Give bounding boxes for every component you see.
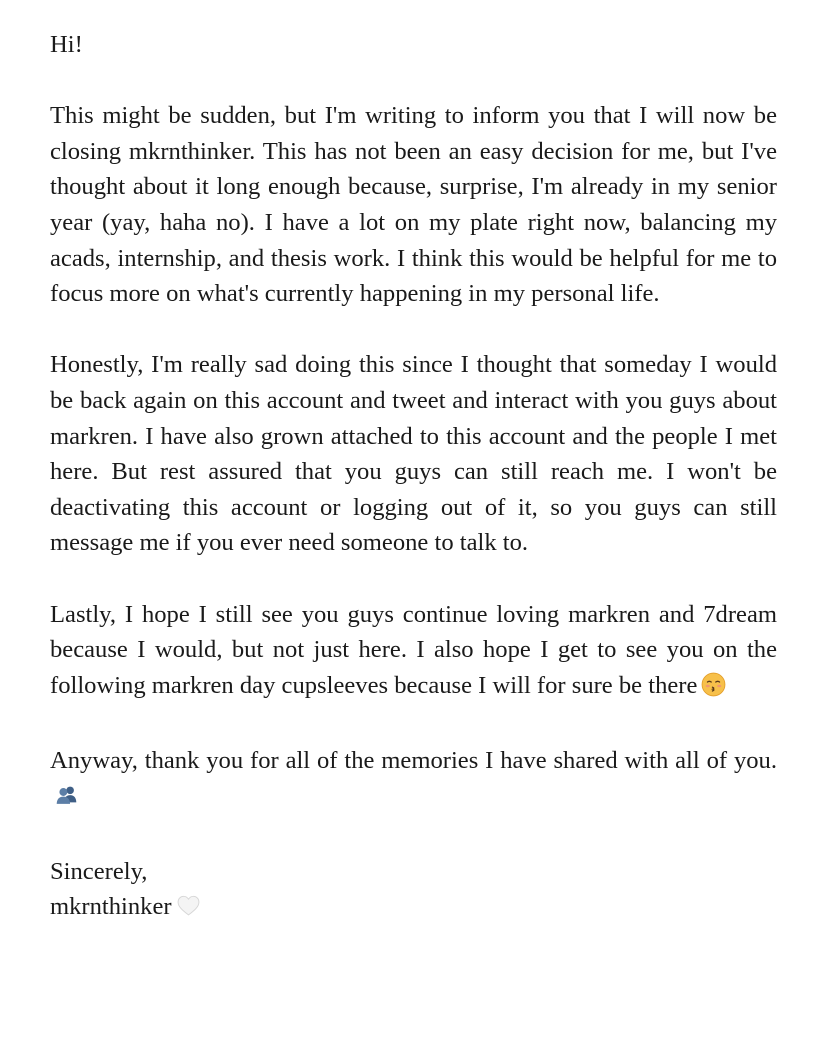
busts-in-silhouette-icon: [54, 782, 79, 818]
paragraph-3: Lastly, I hope I still see you guys continue loving markren and 7dream because I would, but not just here. I also hope I get to see you on the following markren day cupsleeves because I will for sure be there: [50, 600, 777, 699]
paragraph-1: This might be sudden, but I'm writing to inform you that I will now be closing mkrnthinker. This has not been an easy decision for me, but I've thought about it long enough because, surprise, I'm already in my senior year (yay, haha no). I have a lot on my plate right now, balancing my acads, internship, and thesis work. I think this would be helpful for me to focus more on what's currently happening in my personal life.: [50, 102, 777, 308]
paragraph-2: Honestly, I'm really sad doing this since I thought that someday I would be back again on this account and tweet and interact with you guys about markren. I have also grown attached to this account and the people I met here. But rest assured that you guys can still reach me. I won't be deactivating this account or logging out of it, so you guys can still message me if you ever need someone to talk to.: [50, 351, 777, 557]
white-heart-icon: [176, 893, 201, 929]
signature: mkrnthinker: [50, 893, 172, 921]
kissing-face-icon: [701, 672, 726, 708]
closing: Sincerely,: [50, 857, 148, 885]
greeting: Hi!: [50, 31, 83, 58]
paragraph-4-block: [50, 743, 777, 818]
paragraph-3-block: [50, 597, 777, 708]
paragraph-4: Anyway, thank you for all of the memories I have shared with all of you.: [50, 746, 777, 774]
signature-line: [50, 889, 777, 929]
letter-body: [50, 27, 777, 929]
